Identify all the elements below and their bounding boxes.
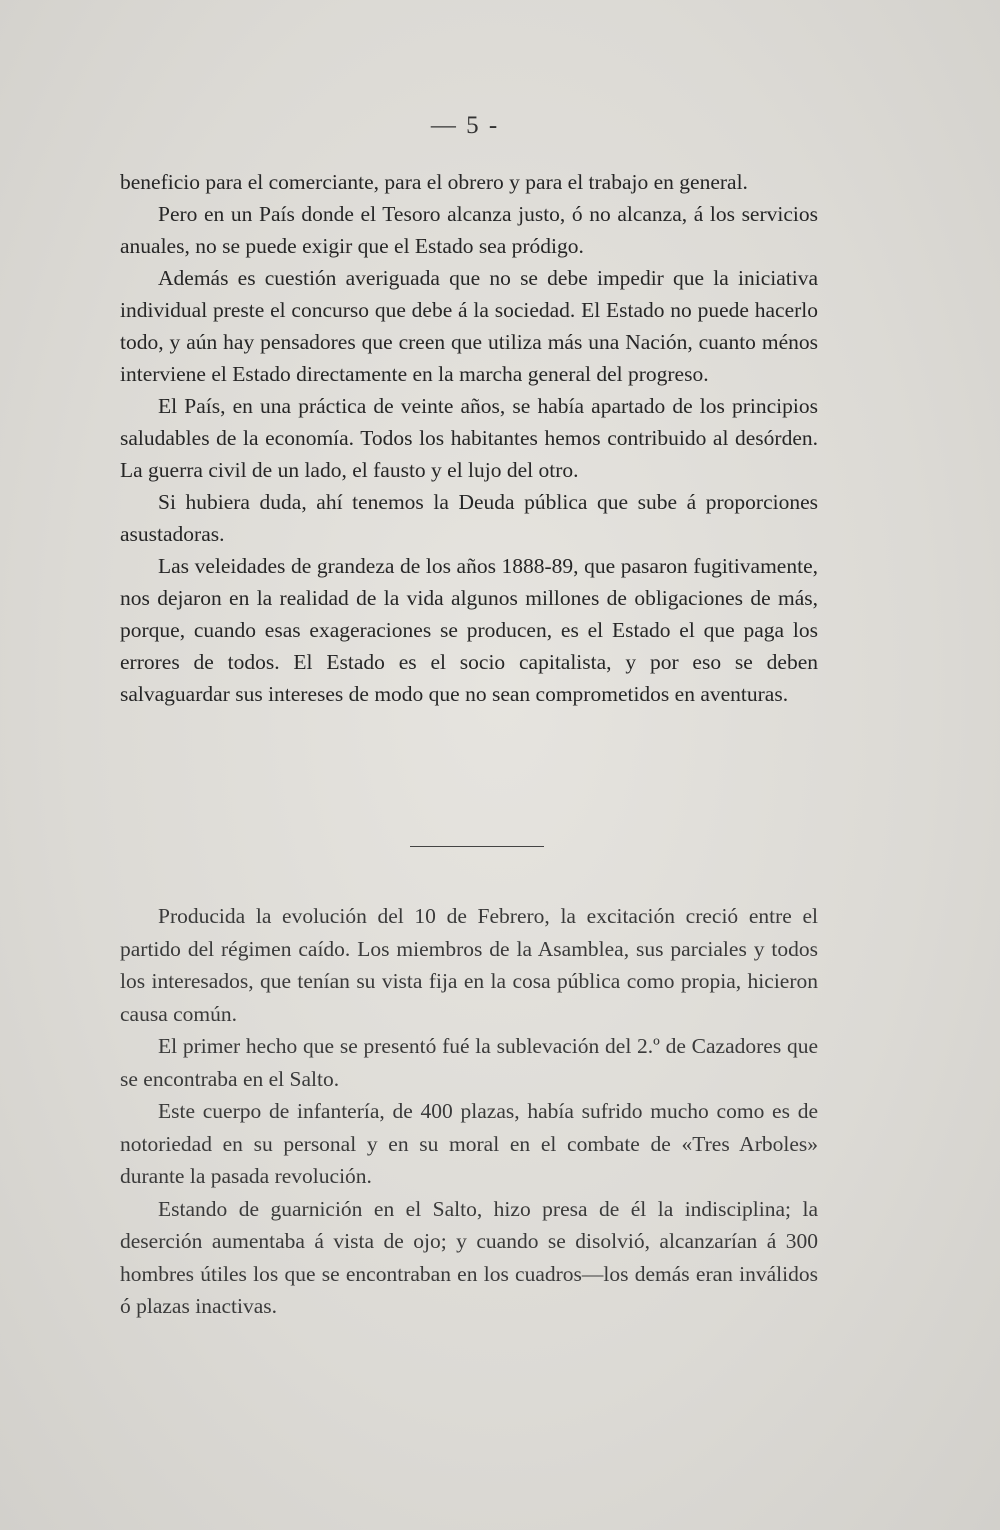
paragraph: El primer hecho que se presentó fué la sublevación del 2.º de Cazadores que se encontraba en el Salto. (120, 1034, 818, 1091)
paragraph: Producida la evolución del 10 de Febrero, la excitación creció entre el partido del régimen caído. Los miembros de la Asamblea, sus parciales y todos los interesados, que tenían su vista fija en la cosa pública como propia, hicieron causa común. (120, 904, 818, 1026)
paragraph: beneficio para el comerciante, para el obrero y para el trabajo en general. (120, 170, 748, 194)
section-divider (410, 846, 544, 847)
paragraph: Pero en un País donde el Tesoro alcanza justo, ó no alcanza, á los servicios anuales, no se puede exigir que el Estado sea pródigo. (120, 202, 818, 258)
page-number: — 5 - (430, 112, 500, 139)
paragraph: Además es cuestión averiguada que no se debe impedir que la iniciativa individual preste el concurso que debe á la sociedad. El Estado no puede hacerlo todo, y aún hay pensadores que creen que utiliza más una Nación, cuanto ménos interviene el Estado directamente en la marcha general del progreso. (120, 266, 818, 386)
paragraph: El País, en una práctica de veinte años, se había apartado de los principios saludables de la economía. Todos los habitantes hemos contribuido al desórden. La guerra civil de un lado, el fausto y el lujo del otro. (120, 394, 818, 482)
paragraph: Las veleidades de grandeza de los años 1888-89, que pasaron fugitivamente, nos dejaron en la realidad de la vida algunos millones de obligaciones de más, porque, cuando esas exageraciones se producen, es el Estado el que paga los errores de todos. El Estado es el socio capitalista, y por eso se deben salvaguardar sus intereses de modo que no sean comprometidos en aventuras. (120, 554, 818, 706)
text-section-1 (120, 166, 818, 710)
paragraph: Si hubiera duda, ahí tenemos la Deuda pública que sube á proporciones asustadoras. (120, 490, 818, 546)
paragraph: Estando de guarnición en el Salto, hizo presa de él la indisciplina; la deserción aumentaba á vista de ojo; y cuando se disolvió, alcanzarían á 300 hombres útiles los que se encontraban en los cuadros—los demás eran inválidos ó plazas inactivas. (120, 1196, 818, 1318)
text-section-2 (120, 900, 818, 1323)
paragraph: Este cuerpo de infantería, de 400 plazas, había sufrido mucho como es de notoriedad en su personal y en su moral en el combate de «Tres Arboles» durante la pasada revolución. (120, 1099, 818, 1188)
